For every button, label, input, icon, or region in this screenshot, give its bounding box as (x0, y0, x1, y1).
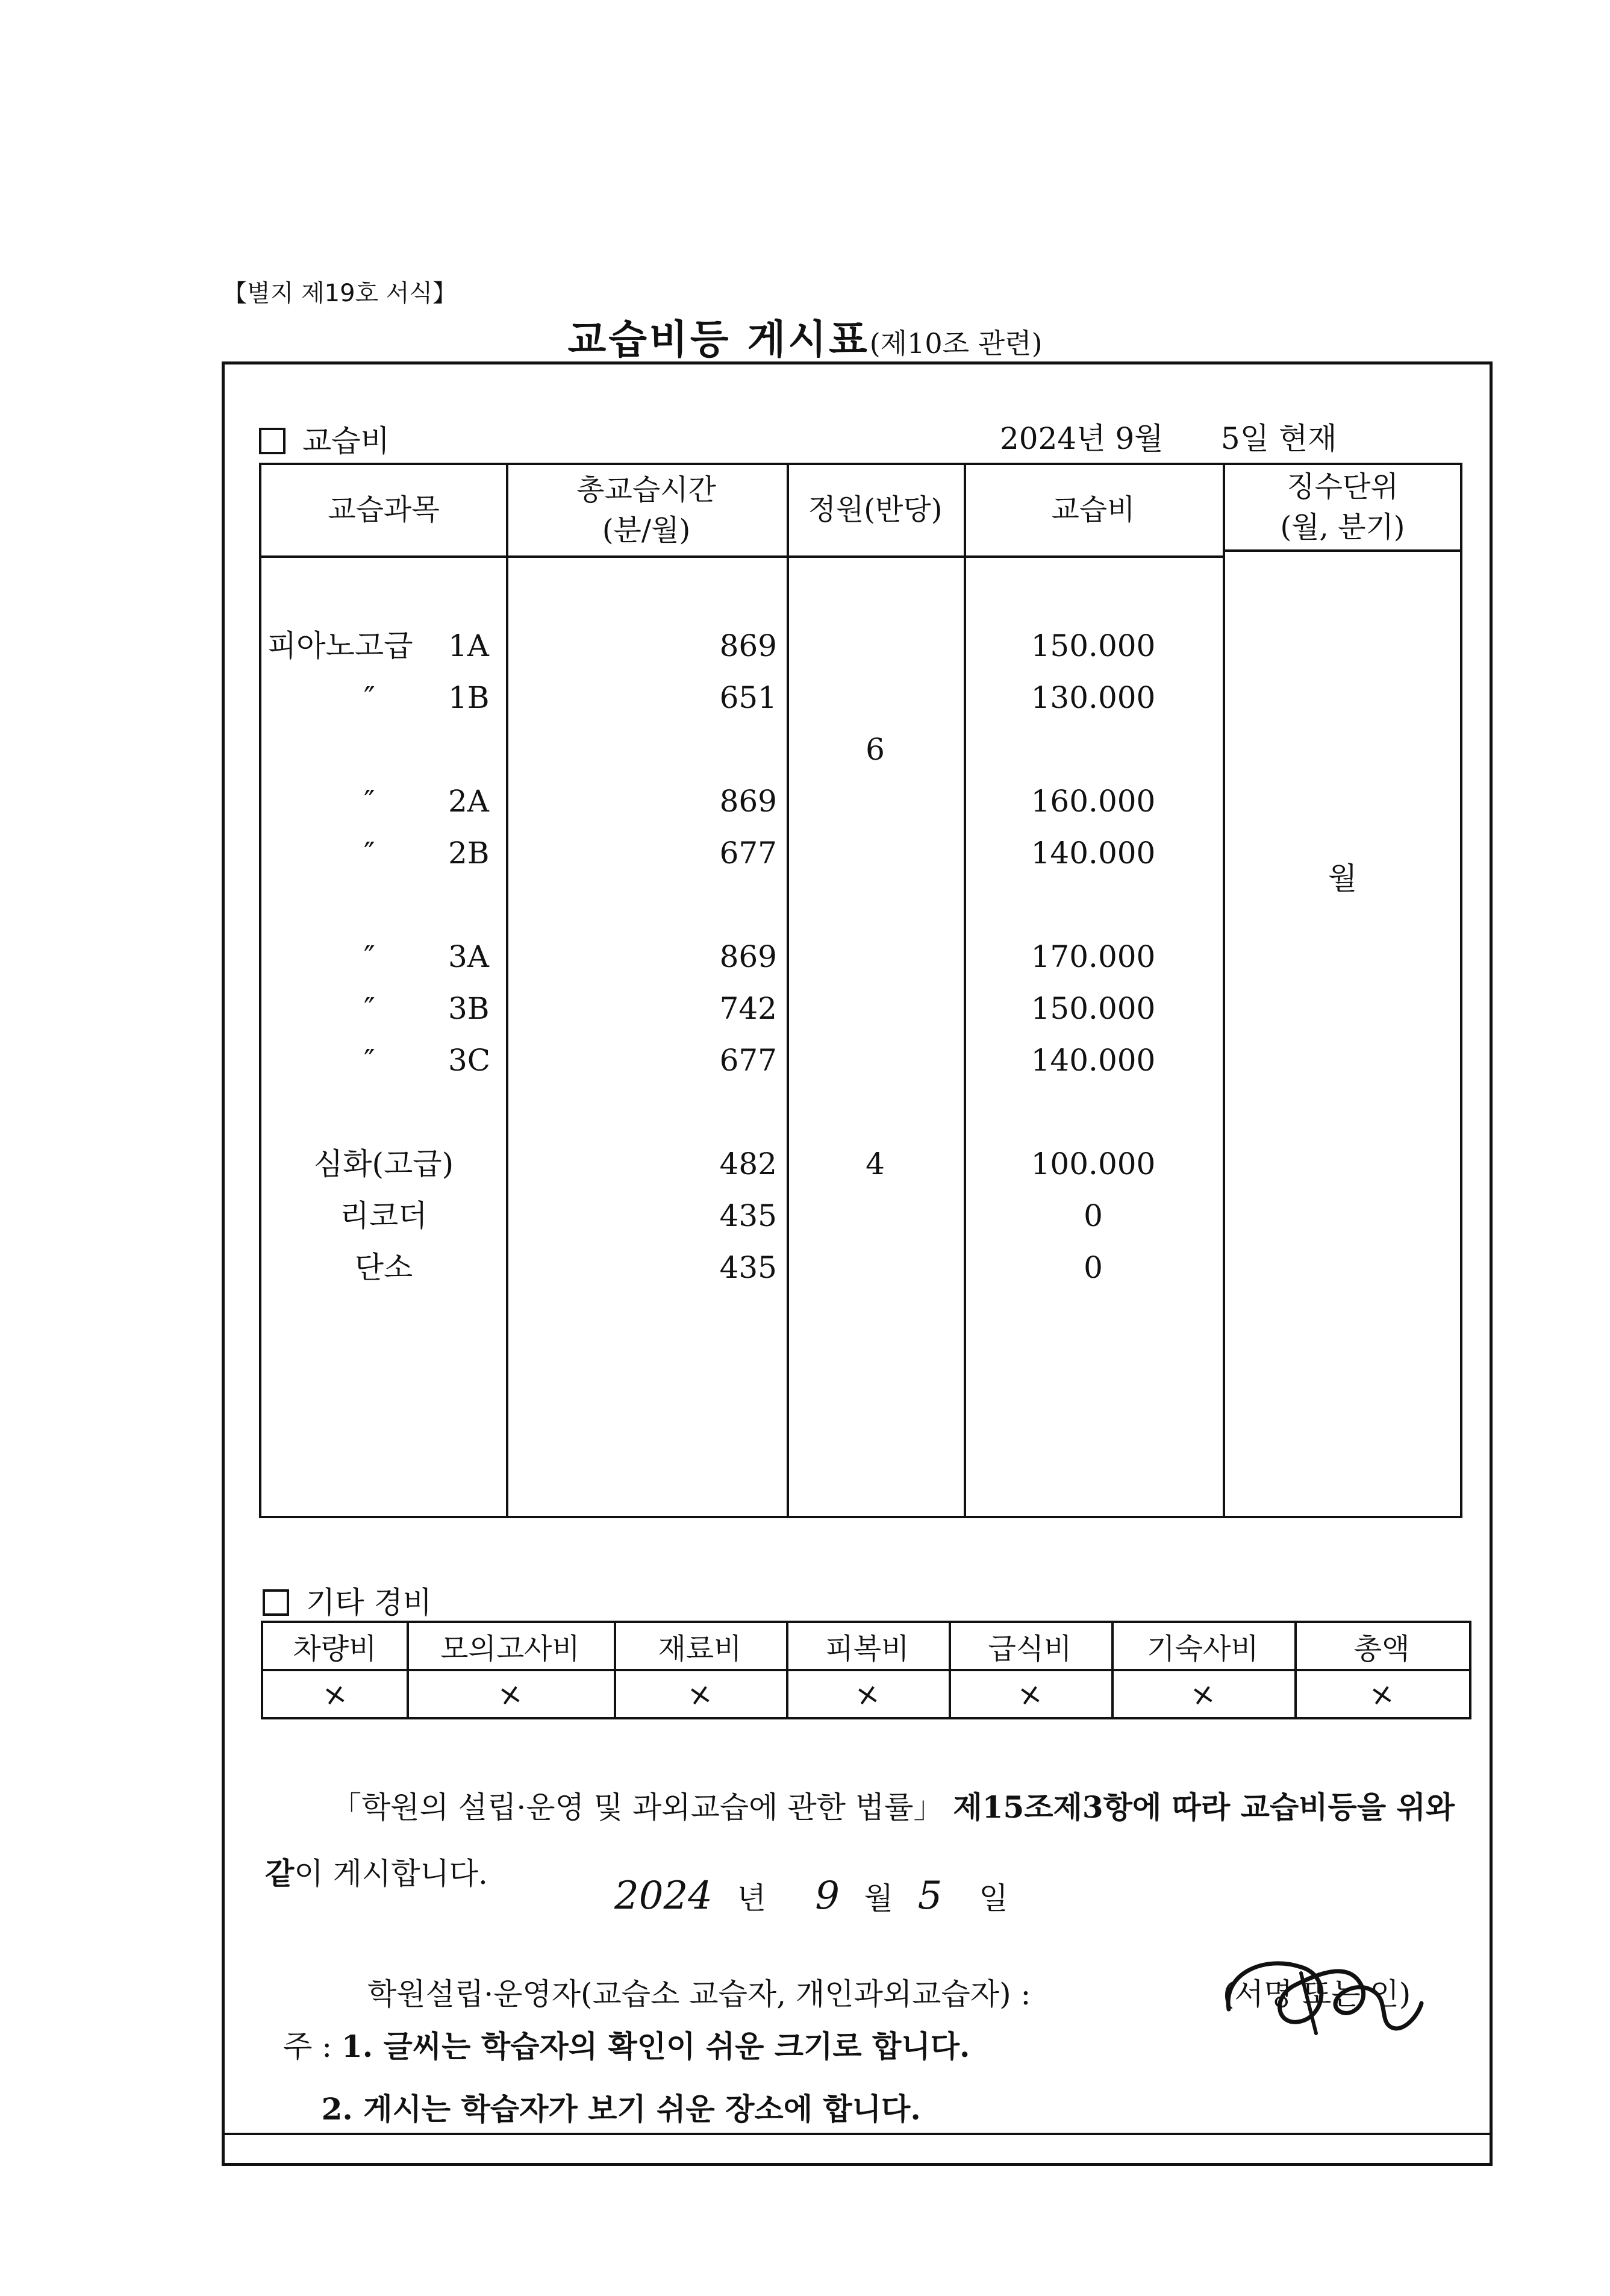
date-year: 2024 (614, 1874, 713, 1918)
signature-label: (서명 또는 인) (1223, 1977, 1411, 2012)
tuition-heading-label: 교습비 (302, 424, 390, 458)
fee-value: 140.000 (1031, 836, 1156, 871)
subject-level: 2A (448, 784, 489, 819)
minutes-value: 742 (719, 991, 777, 1026)
notes (283, 2015, 970, 2141)
header-total-hours: 총교습시간 (분/월) (576, 472, 716, 547)
cross-mark-icon: × (1188, 1675, 1218, 1714)
subject-level: 3A (448, 939, 489, 974)
collection-unit-value: 월 (1328, 861, 1358, 896)
title-sub: (제10조 관련) (869, 327, 1043, 360)
expense-header-meals: 급식비 (988, 1631, 1072, 1666)
as-of-date: 2024년 9월 5일 현재 (1000, 421, 1337, 456)
expense-header-vehicle: 차량비 (293, 1631, 377, 1666)
minutes-value: 651 (719, 680, 777, 715)
other-expenses-heading (263, 1578, 432, 1622)
subject-name: ″ (364, 991, 375, 1026)
expense-value-materials (614, 1671, 786, 1718)
table-column-divider (506, 465, 508, 1516)
capacity-value: 4 (866, 1146, 885, 1181)
signature-stroke (1301, 1973, 1316, 2033)
note-2: 2. 게시는 학습자가 보기 쉬운 장소에 합니다. (321, 2091, 921, 2127)
fee-value: 160.000 (1031, 784, 1156, 819)
subject-name: ″ (364, 939, 375, 974)
subject-name: 단소 (354, 1250, 413, 1285)
subject-level: 2B (448, 836, 490, 871)
subject-name: ″ (364, 836, 375, 871)
other-expenses-heading-label: 기타 경비 (306, 1585, 432, 1620)
subject-name: 심화(고급) (313, 1146, 454, 1181)
tuition-section-heading (259, 417, 390, 460)
table-header-divider (1223, 549, 1462, 552)
subject-level: 3B (448, 991, 490, 1026)
handwritten-signature (1211, 1937, 1440, 2039)
expense-header-materials: 재료비 (658, 1631, 742, 1666)
fee-value: 0 (1084, 1250, 1103, 1285)
expense-value-total (1294, 1671, 1469, 1718)
header-subject: 교습과목 (328, 493, 440, 527)
subject-level: 3C (448, 1043, 491, 1078)
date-year-unit: 년 (737, 1881, 766, 1916)
minutes-value: 677 (719, 836, 777, 871)
date-day: 5 (917, 1874, 943, 1918)
minutes-value: 869 (719, 784, 777, 819)
date-month: 9 (815, 1874, 840, 1918)
cross-mark-icon: × (320, 1675, 350, 1714)
subject-name: 리코더 (340, 1198, 428, 1233)
subject-level: 1B (448, 680, 490, 715)
expense-value-dormitory (1111, 1671, 1294, 1718)
expense-header-mock-exam: 모의고사비 (440, 1631, 580, 1666)
fee-value: 130.000 (1031, 680, 1156, 715)
expense-value-vehicle (263, 1671, 407, 1718)
tuition-table (259, 463, 1462, 1518)
statement-law: 「학원의 설립·운영 및 과외교습에 관한 법률」 (331, 1790, 944, 1825)
expense-value-clothing (786, 1671, 949, 1718)
fee-value: 150.000 (1031, 628, 1156, 663)
signature-stroke (1228, 1963, 1421, 2029)
title-main: 교습비등 게시표 (567, 316, 870, 363)
expense-header-dormitory: 기숙사비 (1147, 1631, 1259, 1666)
subject-name: 피아노고급 (267, 628, 413, 663)
minutes-value: 869 (719, 628, 777, 663)
note-1: 1. 글씨는 학습자의 확인이 쉬운 크기로 합니다. (341, 2029, 970, 2064)
cross-mark-icon: × (685, 1675, 715, 1714)
posting-date (614, 1874, 1008, 1918)
cross-mark-icon: × (1367, 1675, 1397, 1714)
capacity-value: 6 (866, 732, 885, 767)
expense-value-meals (949, 1671, 1111, 1718)
table-column-divider (787, 465, 789, 1516)
subject-name: ″ (364, 784, 375, 819)
header-fee: 교습비 (1051, 493, 1135, 527)
fee-value: 100.000 (1031, 1146, 1156, 1181)
minutes-value: 482 (719, 1146, 777, 1181)
notes-prefix: 주 : (283, 2029, 332, 2064)
fee-value: 150.000 (1031, 991, 1156, 1026)
minutes-value: 677 (719, 1043, 777, 1078)
cross-mark-icon: × (852, 1675, 882, 1714)
minutes-value: 869 (719, 939, 777, 974)
header-capacity: 정원(반당) (808, 493, 943, 527)
subject-level: 1A (448, 628, 489, 663)
cross-mark-icon: × (495, 1675, 525, 1714)
checkbox-icon (263, 1589, 289, 1616)
cross-mark-icon: × (1015, 1675, 1045, 1714)
date-month-unit: 월 (864, 1881, 893, 1916)
statement-clause: 제15조제3항에 따라 교습비등을 위와 같 (265, 1789, 1455, 1891)
fee-value: 170.000 (1031, 939, 1156, 974)
fee-value: 140.000 (1031, 1043, 1156, 1078)
minutes-value: 435 (719, 1198, 777, 1233)
header-unit: 징수단위 (월, 분기) (1280, 469, 1405, 544)
subject-name: ″ (364, 1043, 375, 1078)
statement-tail: 이 게시합니다. (294, 1856, 488, 1891)
date-day-unit: 일 (979, 1881, 1008, 1916)
form-reference: 【별지 제19호 서식】 (223, 280, 457, 307)
fee-value: 0 (1084, 1198, 1103, 1233)
expense-value-mock-exam (407, 1671, 614, 1718)
other-expenses-table (261, 1621, 1471, 1719)
document-title (0, 307, 1610, 364)
expense-header-clothing: 피복비 (825, 1631, 910, 1666)
checkbox-icon (259, 428, 285, 454)
minutes-value: 435 (719, 1250, 777, 1285)
operator-label: 학원설립·운영자(교습소 교습자, 개인과외교습자) : (367, 1977, 1031, 2012)
table-column-divider (1223, 465, 1225, 1516)
subject-name: ″ (364, 680, 375, 715)
expense-header-total: 총액 (1353, 1631, 1410, 1666)
table-header-divider (261, 555, 1223, 558)
